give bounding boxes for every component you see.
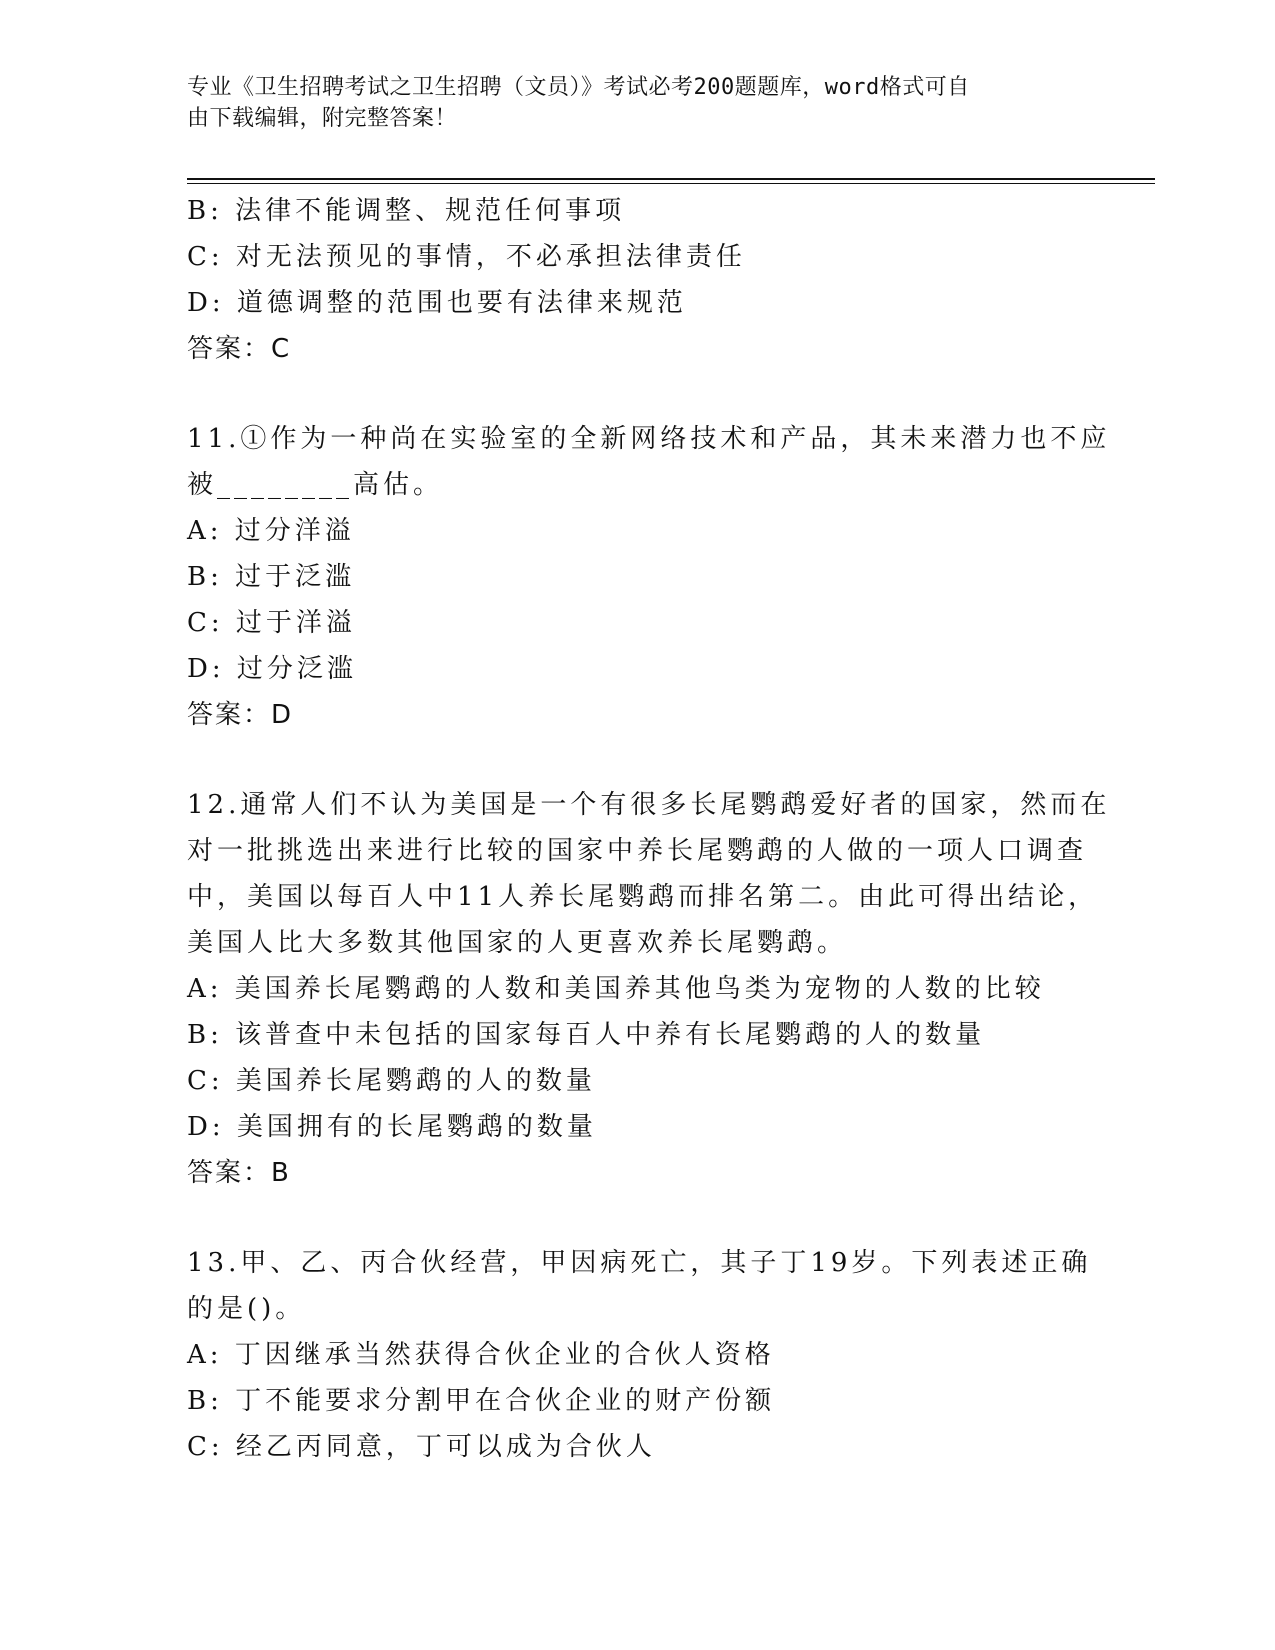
document-header	[187, 72, 1067, 134]
option-c: C: 美国养长尾鹦鹉的人的数量	[187, 1066, 596, 1096]
option-b: B: 丁不能要求分割甲在合伙企业的财产份额	[187, 1386, 776, 1416]
option-d: D: 美国拥有的长尾鹦鹉的数量	[187, 1112, 597, 1142]
question-10	[187, 188, 1087, 372]
option-b: B: 法律不能调整、规范任何事项	[187, 196, 626, 226]
question-13	[187, 1240, 1092, 1470]
header-divider	[187, 178, 1155, 180]
option-a: A: 过分洋溢	[187, 516, 355, 546]
question-stem: 中，美国以每百人中11人养长尾鹦鹉而排名第二。由此可得出结论，	[187, 882, 1099, 912]
answer: 答案：C	[187, 334, 292, 364]
question-stem: 12.通常人们不认为美国是一个有很多长尾鹦鹉爱好者的国家，然而在	[187, 790, 1111, 820]
option-c: C: 经乙丙同意，丁可以成为合伙人	[187, 1432, 656, 1462]
option-a: A: 美国养长尾鹦鹉的人数和美国养其他鸟类为宠物的人数的比较	[187, 974, 1045, 1004]
question-12	[187, 782, 1111, 1196]
question-stem: 被________高估。	[187, 470, 444, 500]
answer: 答案：D	[187, 700, 294, 730]
option-a: A: 丁因继承当然获得合伙企业的合伙人资格	[187, 1340, 775, 1370]
question-stem: 对一批挑选出来进行比较的国家中养长尾鹦鹉的人做的一项人口调查	[187, 836, 1088, 866]
question-stem: 13.甲、乙、丙合伙经营，甲因病死亡，其子丁19岁。下列表述正确	[187, 1248, 1092, 1278]
option-d: D: 过分泛滥	[187, 654, 357, 684]
question-stem: 美国人比大多数其他国家的人更喜欢养长尾鹦鹉。	[187, 928, 848, 958]
option-b: B: 该普查中未包括的国家每百人中养有长尾鹦鹉的人的数量	[187, 1020, 986, 1050]
header-line-1: 专业《卫生招聘考试之卫生招聘（文员）》考试必考200题题库，word格式可自	[187, 75, 970, 100]
option-d: D: 道德调整的范围也要有法律来规范	[187, 288, 687, 318]
question-11	[187, 416, 1111, 738]
option-b: B: 过于泛滥	[187, 562, 356, 592]
option-c: C: 对无法预见的事情，不必承担法律责任	[187, 242, 746, 272]
header-line-2: 由下载编辑，附完整答案！	[187, 106, 458, 131]
question-stem: 11.①作为一种尚在实验室的全新网络技术和产品，其未来潜力也不应	[187, 424, 1111, 454]
question-stem: 的是()。	[187, 1294, 306, 1324]
header-divider-thin	[187, 183, 1155, 184]
option-c: C: 过于洋溢	[187, 608, 356, 638]
question-list	[187, 188, 1111, 1470]
answer: 答案：B	[187, 1158, 291, 1188]
